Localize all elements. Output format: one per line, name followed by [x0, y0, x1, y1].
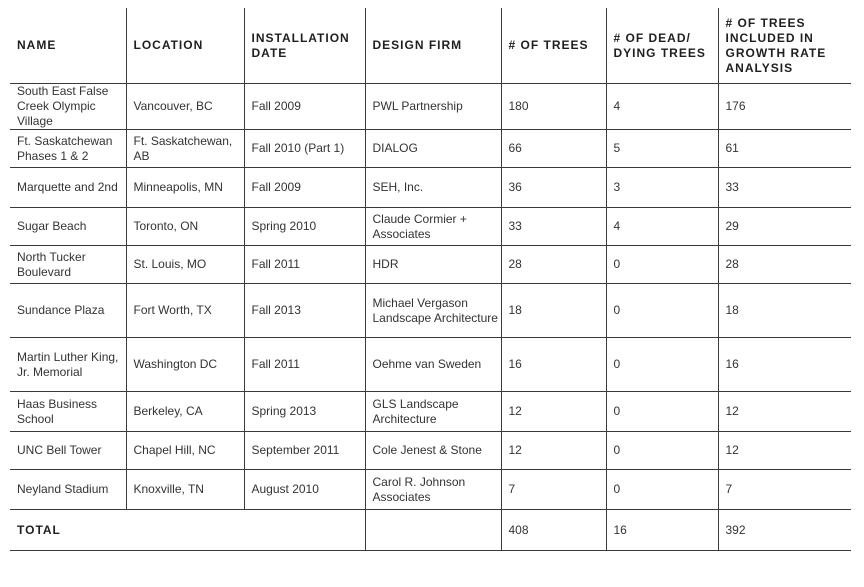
table-row: [10, 208, 851, 246]
cell-installation-date: Fall 2011: [244, 338, 365, 392]
table-row: [10, 338, 851, 392]
cell-growth-rate-trees: 29: [718, 208, 851, 246]
cell-num-trees: 12: [501, 392, 606, 432]
header-location: LOCATION: [126, 8, 244, 84]
cell-location: Fort Worth, TX: [126, 284, 244, 338]
total-blank-cell: [365, 510, 501, 551]
cell-design-firm: Carol R. Johnson Associates: [365, 470, 501, 510]
cell-installation-date: Spring 2010: [244, 208, 365, 246]
cell-growth-rate-trees: 18: [718, 284, 851, 338]
cell-num-trees: 7: [501, 470, 606, 510]
cell-name: Neyland Stadium: [10, 470, 126, 510]
cell-name: Ft. Saskatchewan Phases 1 & 2: [10, 130, 126, 168]
table-body: [10, 84, 851, 510]
cell-dead-dying-trees: 4: [606, 208, 718, 246]
total-label: TOTAL: [10, 510, 126, 551]
cell-location: Washington DC: [126, 338, 244, 392]
cell-design-firm: Cole Jenest & Stone: [365, 432, 501, 470]
header-installation-date: INSTALLATION DATE: [244, 8, 365, 84]
cell-installation-date: Fall 2009: [244, 168, 365, 208]
cell-design-firm: HDR: [365, 246, 501, 284]
cell-design-firm: PWL Partnership: [365, 84, 501, 130]
table-row: [10, 130, 851, 168]
table-row: [10, 246, 851, 284]
header-design-firm: DESIGN FIRM: [365, 8, 501, 84]
cell-location: Toronto, ON: [126, 208, 244, 246]
cell-num-trees: 180: [501, 84, 606, 130]
cell-dead-dying-trees: 0: [606, 284, 718, 338]
table-row: [10, 392, 851, 432]
cell-name: North Tucker Boulevard: [10, 246, 126, 284]
cell-num-trees: 66: [501, 130, 606, 168]
table-row: [10, 168, 851, 208]
cell-growth-rate-trees: 12: [718, 392, 851, 432]
cell-growth-rate-trees: 61: [718, 130, 851, 168]
cell-num-trees: 33: [501, 208, 606, 246]
cell-name: Martin Luther King, Jr. Memorial: [10, 338, 126, 392]
cell-num-trees: 18: [501, 284, 606, 338]
table-header: [10, 8, 851, 84]
cell-design-firm: DIALOG: [365, 130, 501, 168]
tree-installations-table: [10, 8, 851, 551]
cell-design-firm: GLS Landscape Architecture: [365, 392, 501, 432]
cell-growth-rate-trees: 7: [718, 470, 851, 510]
cell-installation-date: Fall 2013: [244, 284, 365, 338]
table-footer: [10, 510, 851, 551]
cell-installation-date: August 2010: [244, 470, 365, 510]
cell-growth-rate-trees: 16: [718, 338, 851, 392]
cell-dead-dying-trees: 5: [606, 130, 718, 168]
cell-name: Haas Business School: [10, 392, 126, 432]
cell-dead-dying-trees: 0: [606, 432, 718, 470]
cell-design-firm: Claude Cormier + Associates: [365, 208, 501, 246]
cell-location: Chapel Hill, NC: [126, 432, 244, 470]
total-row: [10, 510, 851, 551]
total-blank-cell: [126, 510, 244, 551]
total-blank-cell: [244, 510, 365, 551]
cell-installation-date: Fall 2009: [244, 84, 365, 130]
table-row: [10, 470, 851, 510]
cell-location: Knoxville, TN: [126, 470, 244, 510]
cell-dead-dying-trees: 0: [606, 246, 718, 284]
cell-location: Ft. Saskatchewan, AB: [126, 130, 244, 168]
cell-dead-dying-trees: 4: [606, 84, 718, 130]
cell-design-firm: Oehme van Sweden: [365, 338, 501, 392]
header-name: NAME: [10, 8, 126, 84]
total-dead-dying-trees: 16: [606, 510, 718, 551]
table-row: [10, 284, 851, 338]
cell-num-trees: 16: [501, 338, 606, 392]
cell-location: Berkeley, CA: [126, 392, 244, 432]
header-growth-rate-trees: # OF TREES INCLUDED IN GROWTH RATE ANALYSIS: [718, 8, 851, 84]
cell-name: Sugar Beach: [10, 208, 126, 246]
cell-location: St. Louis, MO: [126, 246, 244, 284]
cell-growth-rate-trees: 28: [718, 246, 851, 284]
cell-location: Minneapolis, MN: [126, 168, 244, 208]
cell-dead-dying-trees: 0: [606, 470, 718, 510]
table-row: [10, 432, 851, 470]
cell-installation-date: Fall 2010 (Part 1): [244, 130, 365, 168]
cell-installation-date: September 2011: [244, 432, 365, 470]
cell-name: Sundance Plaza: [10, 284, 126, 338]
cell-installation-date: Fall 2011: [244, 246, 365, 284]
cell-num-trees: 12: [501, 432, 606, 470]
cell-location: Vancouver, BC: [126, 84, 244, 130]
cell-design-firm: SEH, Inc.: [365, 168, 501, 208]
cell-growth-rate-trees: 176: [718, 84, 851, 130]
header-dead-dying-trees: # OF DEAD/ DYING TREES: [606, 8, 718, 84]
cell-dead-dying-trees: 3: [606, 168, 718, 208]
cell-name: UNC Bell Tower: [10, 432, 126, 470]
cell-num-trees: 28: [501, 246, 606, 284]
cell-num-trees: 36: [501, 168, 606, 208]
cell-name: South East False Creek Olympic Village: [10, 84, 126, 130]
cell-growth-rate-trees: 33: [718, 168, 851, 208]
cell-growth-rate-trees: 12: [718, 432, 851, 470]
cell-design-firm: Michael Vergason Landscape Architecture: [365, 284, 501, 338]
cell-dead-dying-trees: 0: [606, 338, 718, 392]
header-row: [10, 8, 851, 84]
total-num-trees: 408: [501, 510, 606, 551]
cell-name: Marquette and 2nd: [10, 168, 126, 208]
cell-installation-date: Spring 2013: [244, 392, 365, 432]
total-growth-rate-trees: 392: [718, 510, 851, 551]
header-num-trees: # OF TREES: [501, 8, 606, 84]
cell-dead-dying-trees: 0: [606, 392, 718, 432]
table-row: [10, 84, 851, 130]
